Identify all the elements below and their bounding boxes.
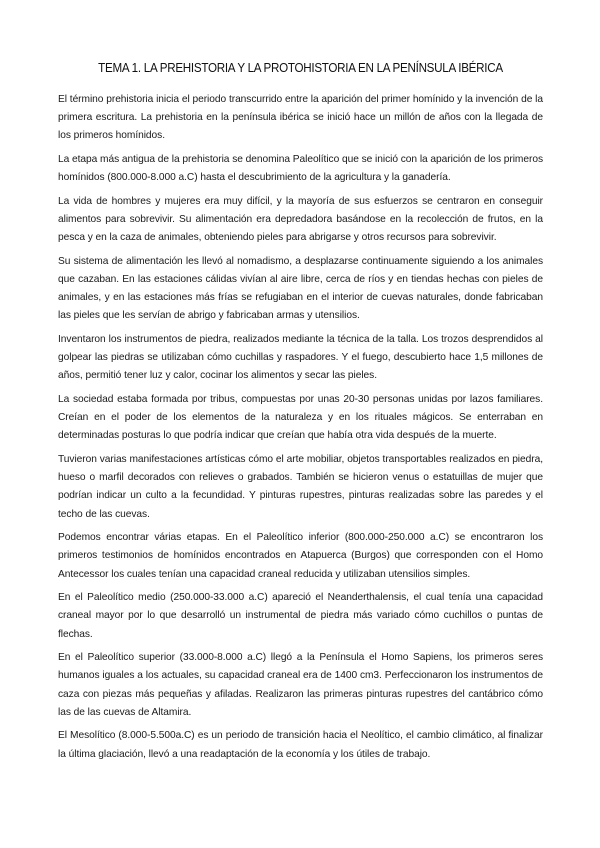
- document-title: TEMA 1. LA PREHISTORIA Y LA PROTOHISTORIA EN LA PENÍNSULA IBÉRICA: [98, 61, 503, 75]
- paragraph-9: En el Paleolítico medio (250.000-33.000 a.C) apareció el Neanderthalensis, el cual tenía una capacidad craneal mayor por lo que desarrolló un instrumental de piedra más variado cómo cuchillos o puntas de flechas.: [58, 592, 543, 640]
- paragraph-11: El Mesolítico (8.000-5.500a.C) es un periodo de transición hacia el Neolítico, el cambio climático, al finalizar la última glaciación, llevó a una readaptación de la economía y los útiles de trabajo.: [58, 730, 543, 760]
- paragraph-1: El término prehistoria inicia el periodo transcurrido entre la aparición del primer homínido y la invención de la primera escritura. La prehistoria en la península ibérica se inició hace un millón de años con la llegada de los primeros homínidos.: [58, 94, 543, 142]
- paragraph-7: Tuvieron varias manifestaciones artísticas cómo el arte mobiliar, objetos transportables realizados en piedra, hueso o marfil decorados con relieves o grabados. También se hicieron venus o estatuillas de mujer que podrían indicar un culto a la fecundidad. Y pinturas rupestres, pinturas realizadas sobre las paredes y el techo de las cuevas.: [58, 454, 543, 520]
- paragraph-8: Podemos encontrar várias etapas. En el Paleolítico inferior (800.000-250.000 a.C) se encontraron los primeros testimonios de homínidos encontrados en Atapuerca (Burgos) que corresponden con el Homo Antecessor los cuales tenían una capacidad craneal reducida y utilizaban utensilios simples.: [58, 532, 543, 580]
- paragraph-4: Su sistema de alimentación les llevó al nomadismo, a desplazarse continuamente siguiendo a los animales que cazaban. En las estaciones cálidas vivían al aire libre, cerca de ríos y en tiendas hechas con pieles de animales, y en las estaciones más frías se refugiaban en el interior de cuevas naturales, donde fabricaban las pieles que les servían de abrigo y fabricaban armas y utensilios.: [58, 255, 543, 322]
- paragraph-5: Inventaron los instrumentos de piedra, realizados mediante la técnica de la talla. Los trozos desprendidos al golpear las piedras se utilizaban cómo cuchillas y raspadores. Y el fuego, descubierto hace 1,5 millones de años, permitió tener luz y calor, cocinar los alimentos y secar las pieles.: [58, 334, 543, 382]
- paragraph-6: La sociedad estaba formada por tribus, compuestas por unas 20-30 personas unidas por lazos familiares. Creían en el poder de los elementos de la naturaleza y en los rituales mágicos. Se enterraban en determinadas posturas lo que podría indicar que creían que había otra vida después de la muerte.: [58, 394, 543, 442]
- paragraph-2: La etapa más antigua de la prehistoria se denomina Paleolítico que se inició con la aparición de los primeros homínidos (800.000-8.000 a.C) hasta el descubrimiento de la agricultura y la ganadería.: [58, 154, 543, 184]
- paragraph-10: En el Paleolítico superior (33.000-8.000 a.C) llegó a la Península el Homo Sapiens, los primeros seres humanos iguales a los actuales, su capacidad craneal era de 1400 cm3. Perfeccionaron los instrumentos de caza con piezas más pequeñas y afiladas. Realizaron las primeras pinturas rupestres del cantábrico cómo las de las cuevas de Altamira.: [58, 652, 543, 718]
- paragraph-3: La vida de hombres y mujeres era muy difícil, y la mayoría de sus esfuerzos se centraron en conseguir alimentos para sobrevivir. Su alimentación era depredadora basándose en la recolección de frutos, en la pesca y en la caza de animales, obteniendo pieles para abrigarse y otros recursos para sobrevivir.: [58, 195, 543, 244]
